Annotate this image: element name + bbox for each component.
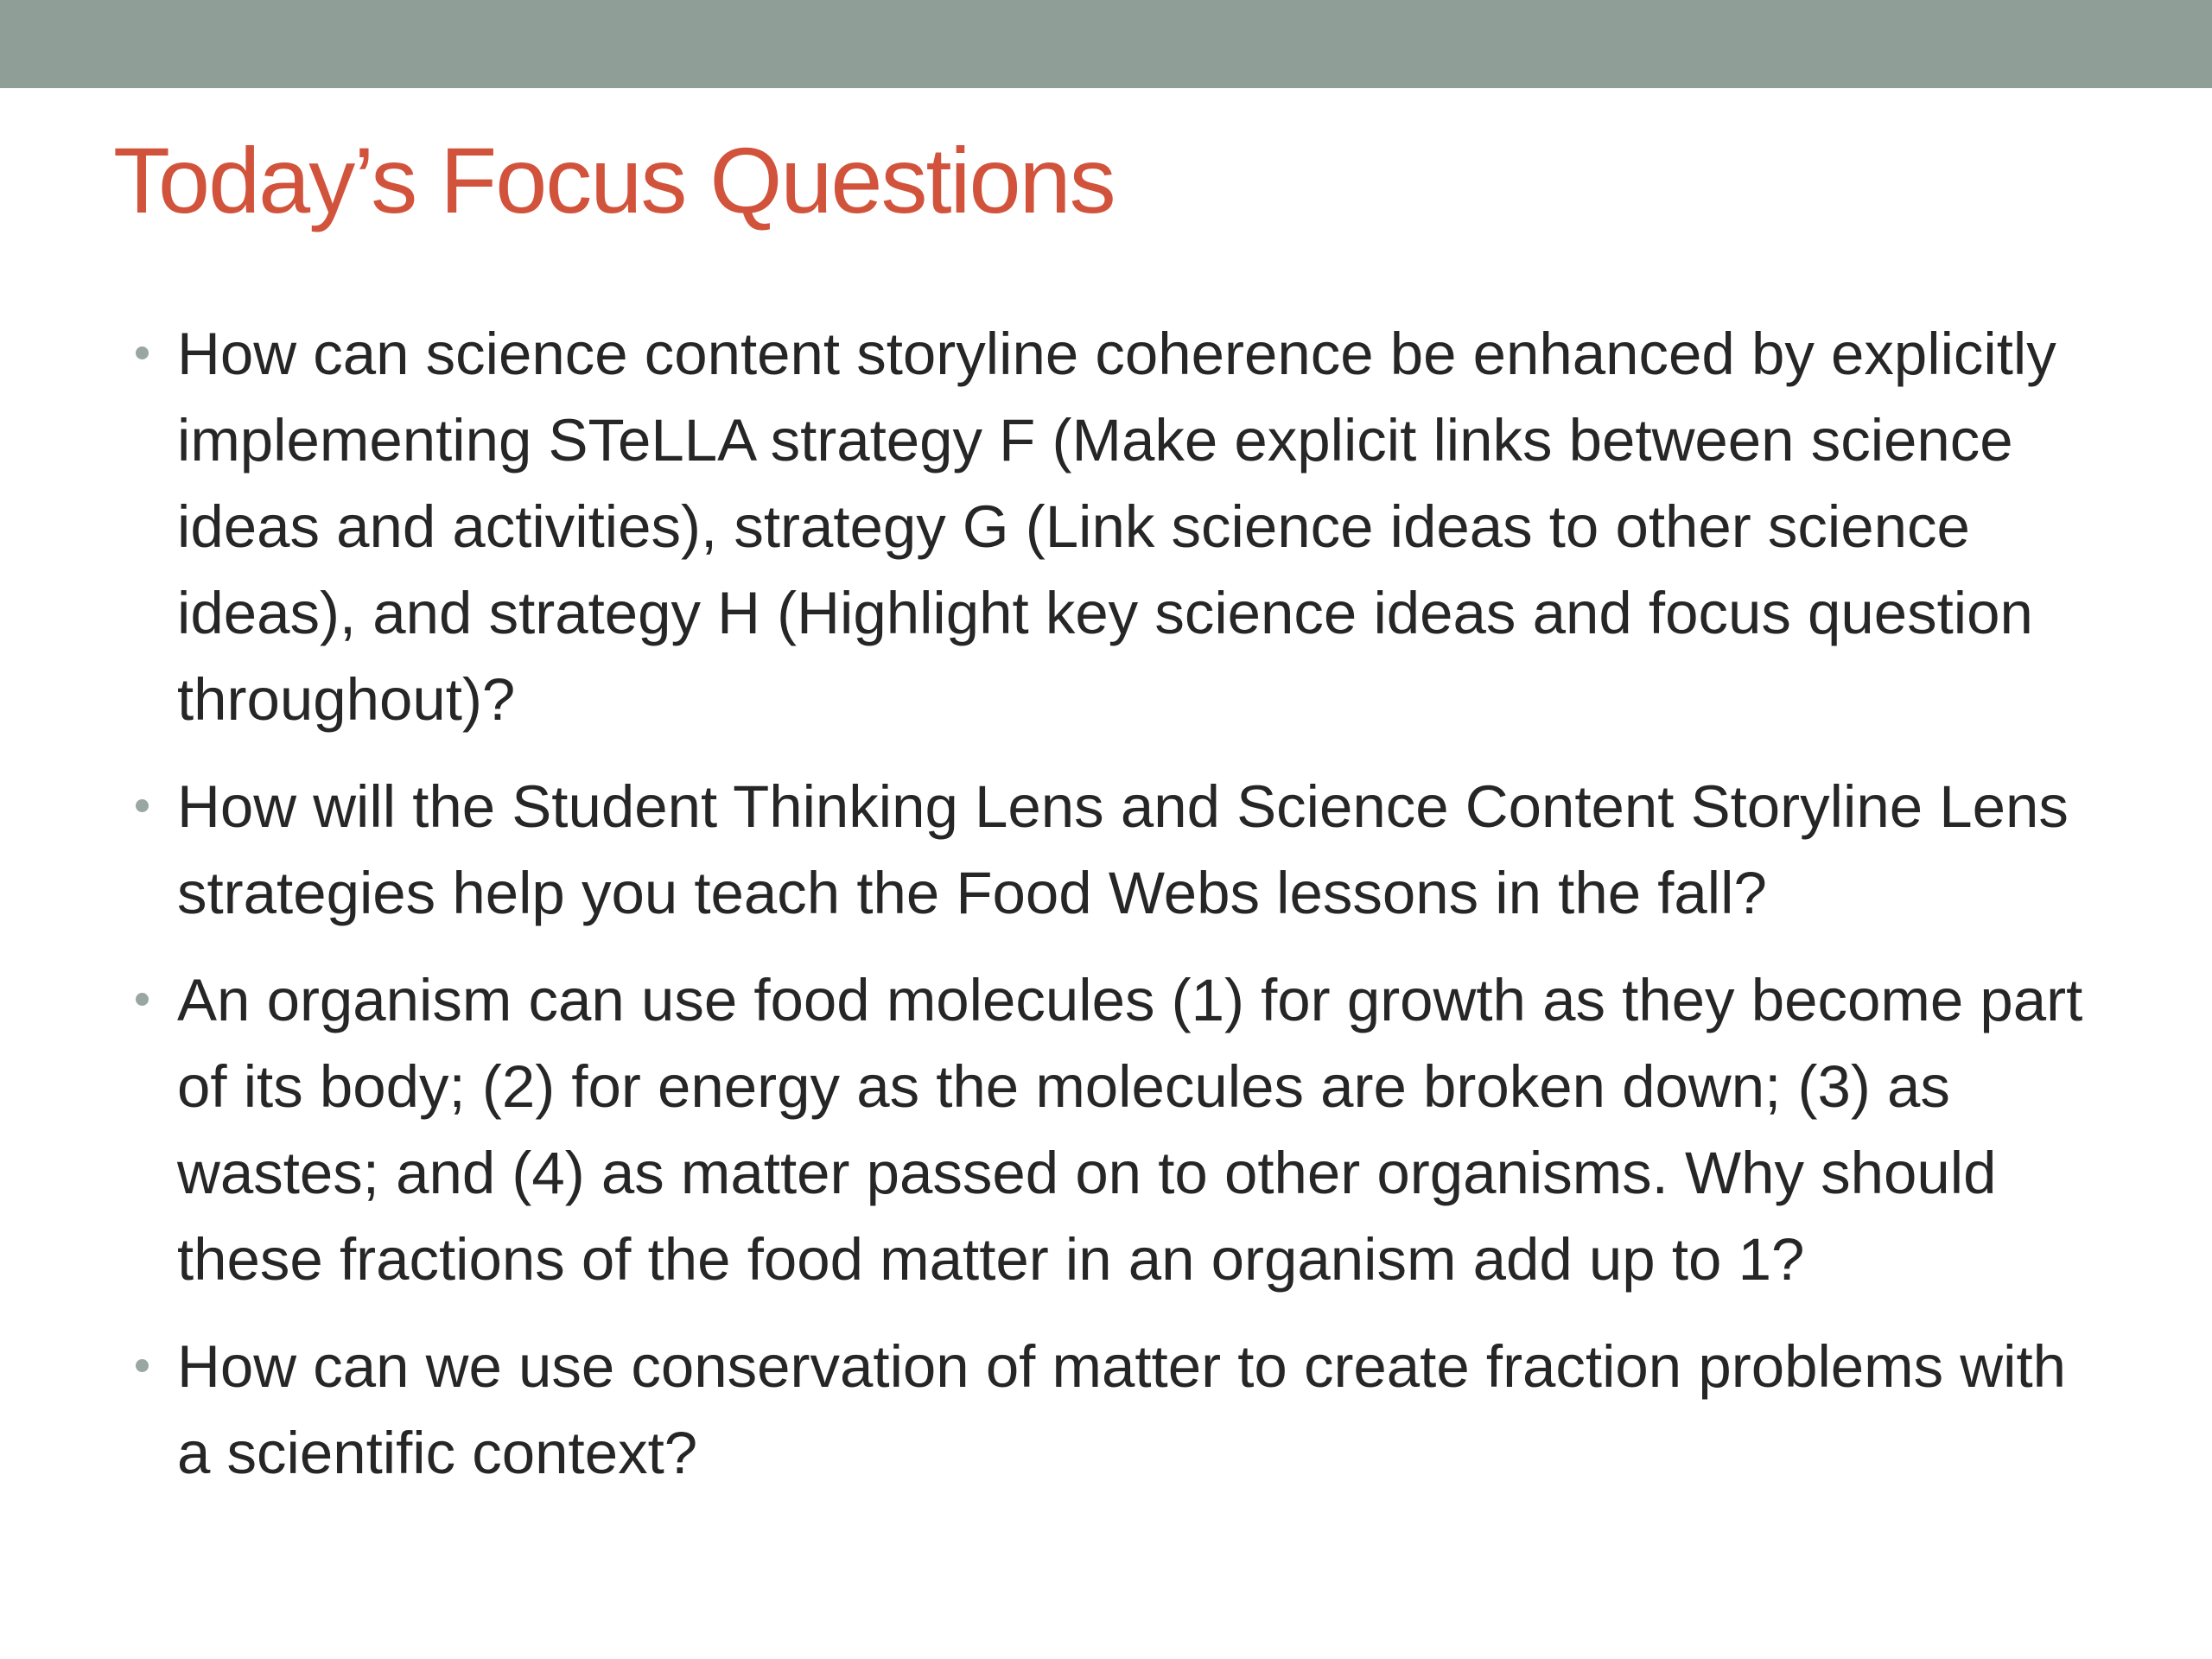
- focus-question-4: [130, 1324, 2108, 1497]
- focus-question-2: [130, 764, 2108, 937]
- bullet-dot-icon: [136, 1359, 149, 1372]
- focus-question-text: How can science content storyline coherence be enhanced by explicitly implementing STeLLA strategy F (Make explicit links between science ideas and activities), strategy G (Link science ideas to other science ideas), and strategy H (Highlight key science ideas and focus question throughout)?: [177, 321, 2056, 733]
- slide-title: Today’s Focus Questions: [113, 128, 1115, 232]
- focus-question-text: An organism can use food molecules (1) for growth as they become part of its body; (2) for energy as the molecules are broken down; (3) as wastes; and (4) as matter passed on to other organisms. Why should these fractions of the food matter in an organism add up to 1?: [177, 967, 2083, 1293]
- focus-question-1: [130, 311, 2108, 743]
- focus-question-3: [130, 957, 2108, 1303]
- focus-question-text: How will the Student Thinking Lens and Science Content Storyline Lens strategies help you teach the Food Webs lessons in the fall?: [177, 773, 2069, 926]
- focus-questions-list: [130, 311, 2108, 1497]
- bullet-dot-icon: [136, 799, 149, 812]
- slide-header-bar: [0, 0, 2212, 88]
- bullet-dot-icon: [136, 346, 149, 359]
- bullet-dot-icon: [136, 993, 149, 1006]
- focus-question-text: How can we use conservation of matter to create fraction problems with a scientific context?: [177, 1333, 2066, 1486]
